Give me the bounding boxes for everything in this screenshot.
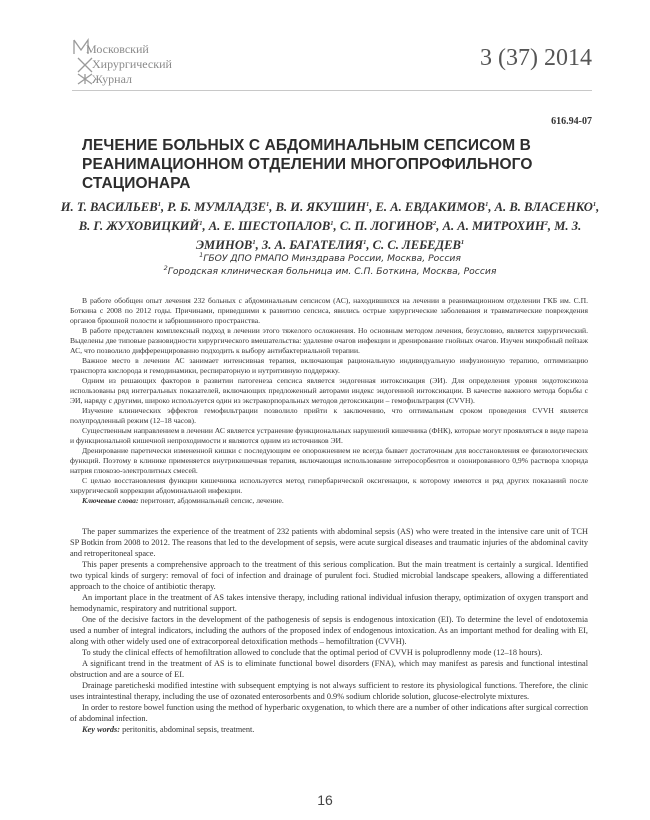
affiliation-mark: 2 <box>163 263 168 272</box>
abstract-paragraph: В работе обобщен опыт лечения 232 больных с абдоминальным сепсисом (АС), находившихся на лечении в реанимационном отделении ГКБ им. С.П. Боткина с 2008 по 2012 годы. Причинами, приведшими к развитию сепсиса, явились острые хирургические заболевания и травматические повреждения органов брюшной полости и забрюшинного пространства. <box>70 296 588 325</box>
author-affiliation-mark: 1 <box>592 200 597 208</box>
author-list: И. Т. ВАСИЛЬЕВ$^1$, Р. Б. МУМЛАДЗЕ$^1$, В. И. ЯКУШИН$^1$, Е. А. ЕВДАКИМОВ$^1$, А. В. ВЛАСЕНКО$^1$, В. Г. ЖУХОВИЦКИЙ$^1$, А. Е. ШЕСТОПАЛОВ$^1$, С. П. ЛОГИНОВ$^2$, А. А. МИТРОХИН$^2$, М. З. ЭМИНОВ$^1$, З. А. БАГАТЕЛИЯ$^1$, С. С. ЛЕБЕДЕВ$^1$ <box>60 200 600 252</box>
author-affiliation-mark: 1 <box>266 200 270 208</box>
affiliation <box>60 265 600 278</box>
author-affiliation-mark: 1 <box>252 238 256 246</box>
author-name: С. С. ЛЕБЕДЕВ <box>372 238 461 252</box>
abstract-russian <box>70 296 588 506</box>
author-name: В. И. ЯКУШИН <box>275 200 366 214</box>
affiliation-mark: 1 <box>199 250 204 259</box>
author-affiliation-mark: 1 <box>485 200 489 208</box>
author-affiliation-mark: 2 <box>544 219 548 227</box>
abstract-paragraph: Одним из решающих факторов в развитии патогенеза сепсиса является эндогенная интоксикация (ЭИ). Для определения уровня эндотоксикоза использованы ряд интегральных показателей, включающих предложенный авторами индекс эндогенной интоксикации. В качестве важного метода борьбы с ЭИ, наряду с другими, широко используется один из экстракорпоральных методов детоксикации – гемофильтрация (CVVH). <box>70 376 588 405</box>
keywords-text: peritonitis, abdominal sepsis, treatment. <box>120 725 255 734</box>
journal-name-line3: Журнал <box>92 72 133 86</box>
abstract-paragraph: Важное место в лечении АС занимает интенсивная терапия, включающая рациональную индивидуальную инфузионную терапию, оптимизацию транспорта кислорода и гемодинамики, респираторную и нутритивную поддержку. <box>70 356 588 375</box>
author-name: Р. Б. МУМЛАДЗЕ <box>167 200 267 214</box>
author-affiliation-mark: 1 <box>363 238 367 246</box>
abstract-paragraph: A significant trend in the treatment of AS is to eliminate functional bowel disorders (FNA), which may manifest as paresis and functional intestinal obstruction and are a source of EI. <box>70 659 588 679</box>
keywords <box>70 496 588 506</box>
article-title: ЛЕЧЕНИЕ БОЛЬНЫХ С АБДОМИНАЛЬНЫМ СЕПСИСОМ В РЕАНИМАЦИОННОМ ОТДЕЛЕНИИ МНОГОПРОФИЛЬНОГО СТАЦИОНАРА <box>82 137 533 192</box>
author-name: А. А. МИТРОХИН <box>442 219 545 233</box>
affiliation <box>60 252 600 265</box>
abstract-paragraph: This paper presents a comprehensive approach to the treatment of this serious complication. But the main treatment is certainly a surgical. Identified two typical kinds of surgery: removal of foci of infection and drainage of purulent foci. Studied microbial landscape speakers, allowing a differentiated approach to the choice of antibiotic therapy. <box>70 560 588 591</box>
author-name: З. А. БАГАТЕЛИЯ <box>261 238 364 252</box>
header-divider <box>72 90 592 91</box>
abstract-english <box>70 526 588 735</box>
keywords-label: Key words: <box>82 725 121 734</box>
author-affiliation-mark: 2 <box>433 219 437 227</box>
author-name: М. З. ЭМИНОВ <box>195 219 582 252</box>
journal-logo <box>72 38 202 90</box>
keywords-text: перитонит, абдоминальный сепсис, лечение. <box>138 496 284 505</box>
keywords <box>70 724 588 735</box>
page-number: 16 <box>317 792 333 808</box>
author-affiliation-mark: 1 <box>199 219 203 227</box>
affiliation-list <box>60 252 600 278</box>
abstract-paragraph: An important place in the treatment of AS takes intensive therapy, including rational individual infusion therapy, optimization of oxygen transport and hemodynamic, respiratory and nutritional support. <box>70 593 588 613</box>
author-name: Е. А. ЕВДАКИМОВ <box>375 200 486 214</box>
abstract-paragraph: С целью восстановления функции кишечника используется метод гипербарической оксигенации, к которому имеются и ряд других показаний после хирургической коррекции абдоминальной инфекции. <box>70 476 588 495</box>
abstract-paragraph: Изучение клинических эффектов гемофильтрации позволило прийти к заключению, что оптимальным сроком проведения CVVH является полупродленный режим (12–18 часов). <box>70 406 588 425</box>
abstract-paragraph: In order to restore bowel function using the method of hyperbaric oxygenation, to which there are a number of other indications after surgical correction of abdominal infection. <box>70 703 588 723</box>
author-name: В. Г. ЖУХОВИЦКИЙ <box>78 219 200 233</box>
author-name: С. П. ЛОГИНОВ <box>339 219 434 233</box>
abstract-paragraph: The paper summarizes the experience of the treatment of 232 patients with abdominal sepsis (AS) who were treated in the intensive care unit of TCH SP Botkin from 2008 to 2012. The reasons that led to the development of sepsis, were acute surgical diseases and traumatic injuries of the abdominal cavity and retroperitoneal space. <box>70 527 588 558</box>
author-name: И. Т. ВАСИЛЬЕВ <box>60 200 158 214</box>
abstract-paragraph: One of the decisive factors in the development of the pathogenesis of sepsis is endogenous intoxication (EI). To determine the level of endotoxemia used a number of integral indicators, including the authors of the proposed index of endogenous intoxication. As an important method for dealing with EI, along with other widely used one of extracorporeal detoxification methods – hemofiltration (CVVH). <box>70 615 588 646</box>
affiliation-text: ГБОУ ДПО РМАПО Минздрава России, Москва, Россия <box>203 253 461 264</box>
author-affiliation-mark: 1 <box>460 238 465 246</box>
udc-code: 616.94-07 <box>551 116 592 127</box>
issue-number: 3 (37) 2014 <box>480 45 592 71</box>
author-affiliation-mark: 1 <box>157 200 161 208</box>
abstract-paragraph: Drainage pareticheski modified intestine with subsequent emptying is not always sufficient to restore its physiological functions. Therefore, the clinic uses intraintestinal therapy, including the use of ozonated enterosorbents and 0.9% sodium chloride solution, glucose-electrolyte mixtures. <box>70 681 588 701</box>
author-name: А. Е. ШЕСТОПАЛОВ <box>208 219 331 233</box>
author-affiliation-mark: 1 <box>365 200 370 208</box>
author-name: А. В. ВЛАСЕНКО <box>494 200 593 214</box>
author-affiliation-mark: 1 <box>330 219 334 227</box>
journal-name-line2: Хирургический <box>92 57 172 71</box>
abstract-paragraph: Дренирование паретически измененной кишки с последующим ее опорожнением не всегда бывает достаточным для восстановления ее физиологических функций. Поэтому в клинике применяется внутрикишечная терапия, включающая использование энтеросорбентов и озонированного 0,9% раствора хлорида натрия глюкозо-электролитных смесей. <box>70 446 588 475</box>
abstract-paragraph: To study the clinical effects of hemofiltration allowed to conclude that the optimal period of CVVH is poluprodlenny mode (12–18 hours). <box>82 648 543 657</box>
abstract-paragraph: Существенным направлением в лечении АС является устранение функциональных нарушений кишечника (ФНК), которые могут проявляться в виде пареза и функциональной кишечной непроходимости и являются одним из источников ЭИ. <box>70 426 588 445</box>
journal-name-line1: Московский <box>86 42 149 56</box>
abstract-paragraph: В работе представлен комплексный подход в лечении этого тяжелого осложнения. Но основным методом лечения, безусловно, является хирургический. Выделены две типовые разновидности хирургического вмешательства: удаление очагов инфекции и дренирование гнойных очагов. Изучен микробный пейзаж АС, что позволило дифференцированно подходить к выбору антибактериальной терапии. <box>70 326 588 355</box>
affiliation-text: Городская клиническая больница им. С.П. Боткина, Москва, Россия <box>167 266 497 277</box>
keywords-label: Ключевые слова: <box>82 496 139 505</box>
